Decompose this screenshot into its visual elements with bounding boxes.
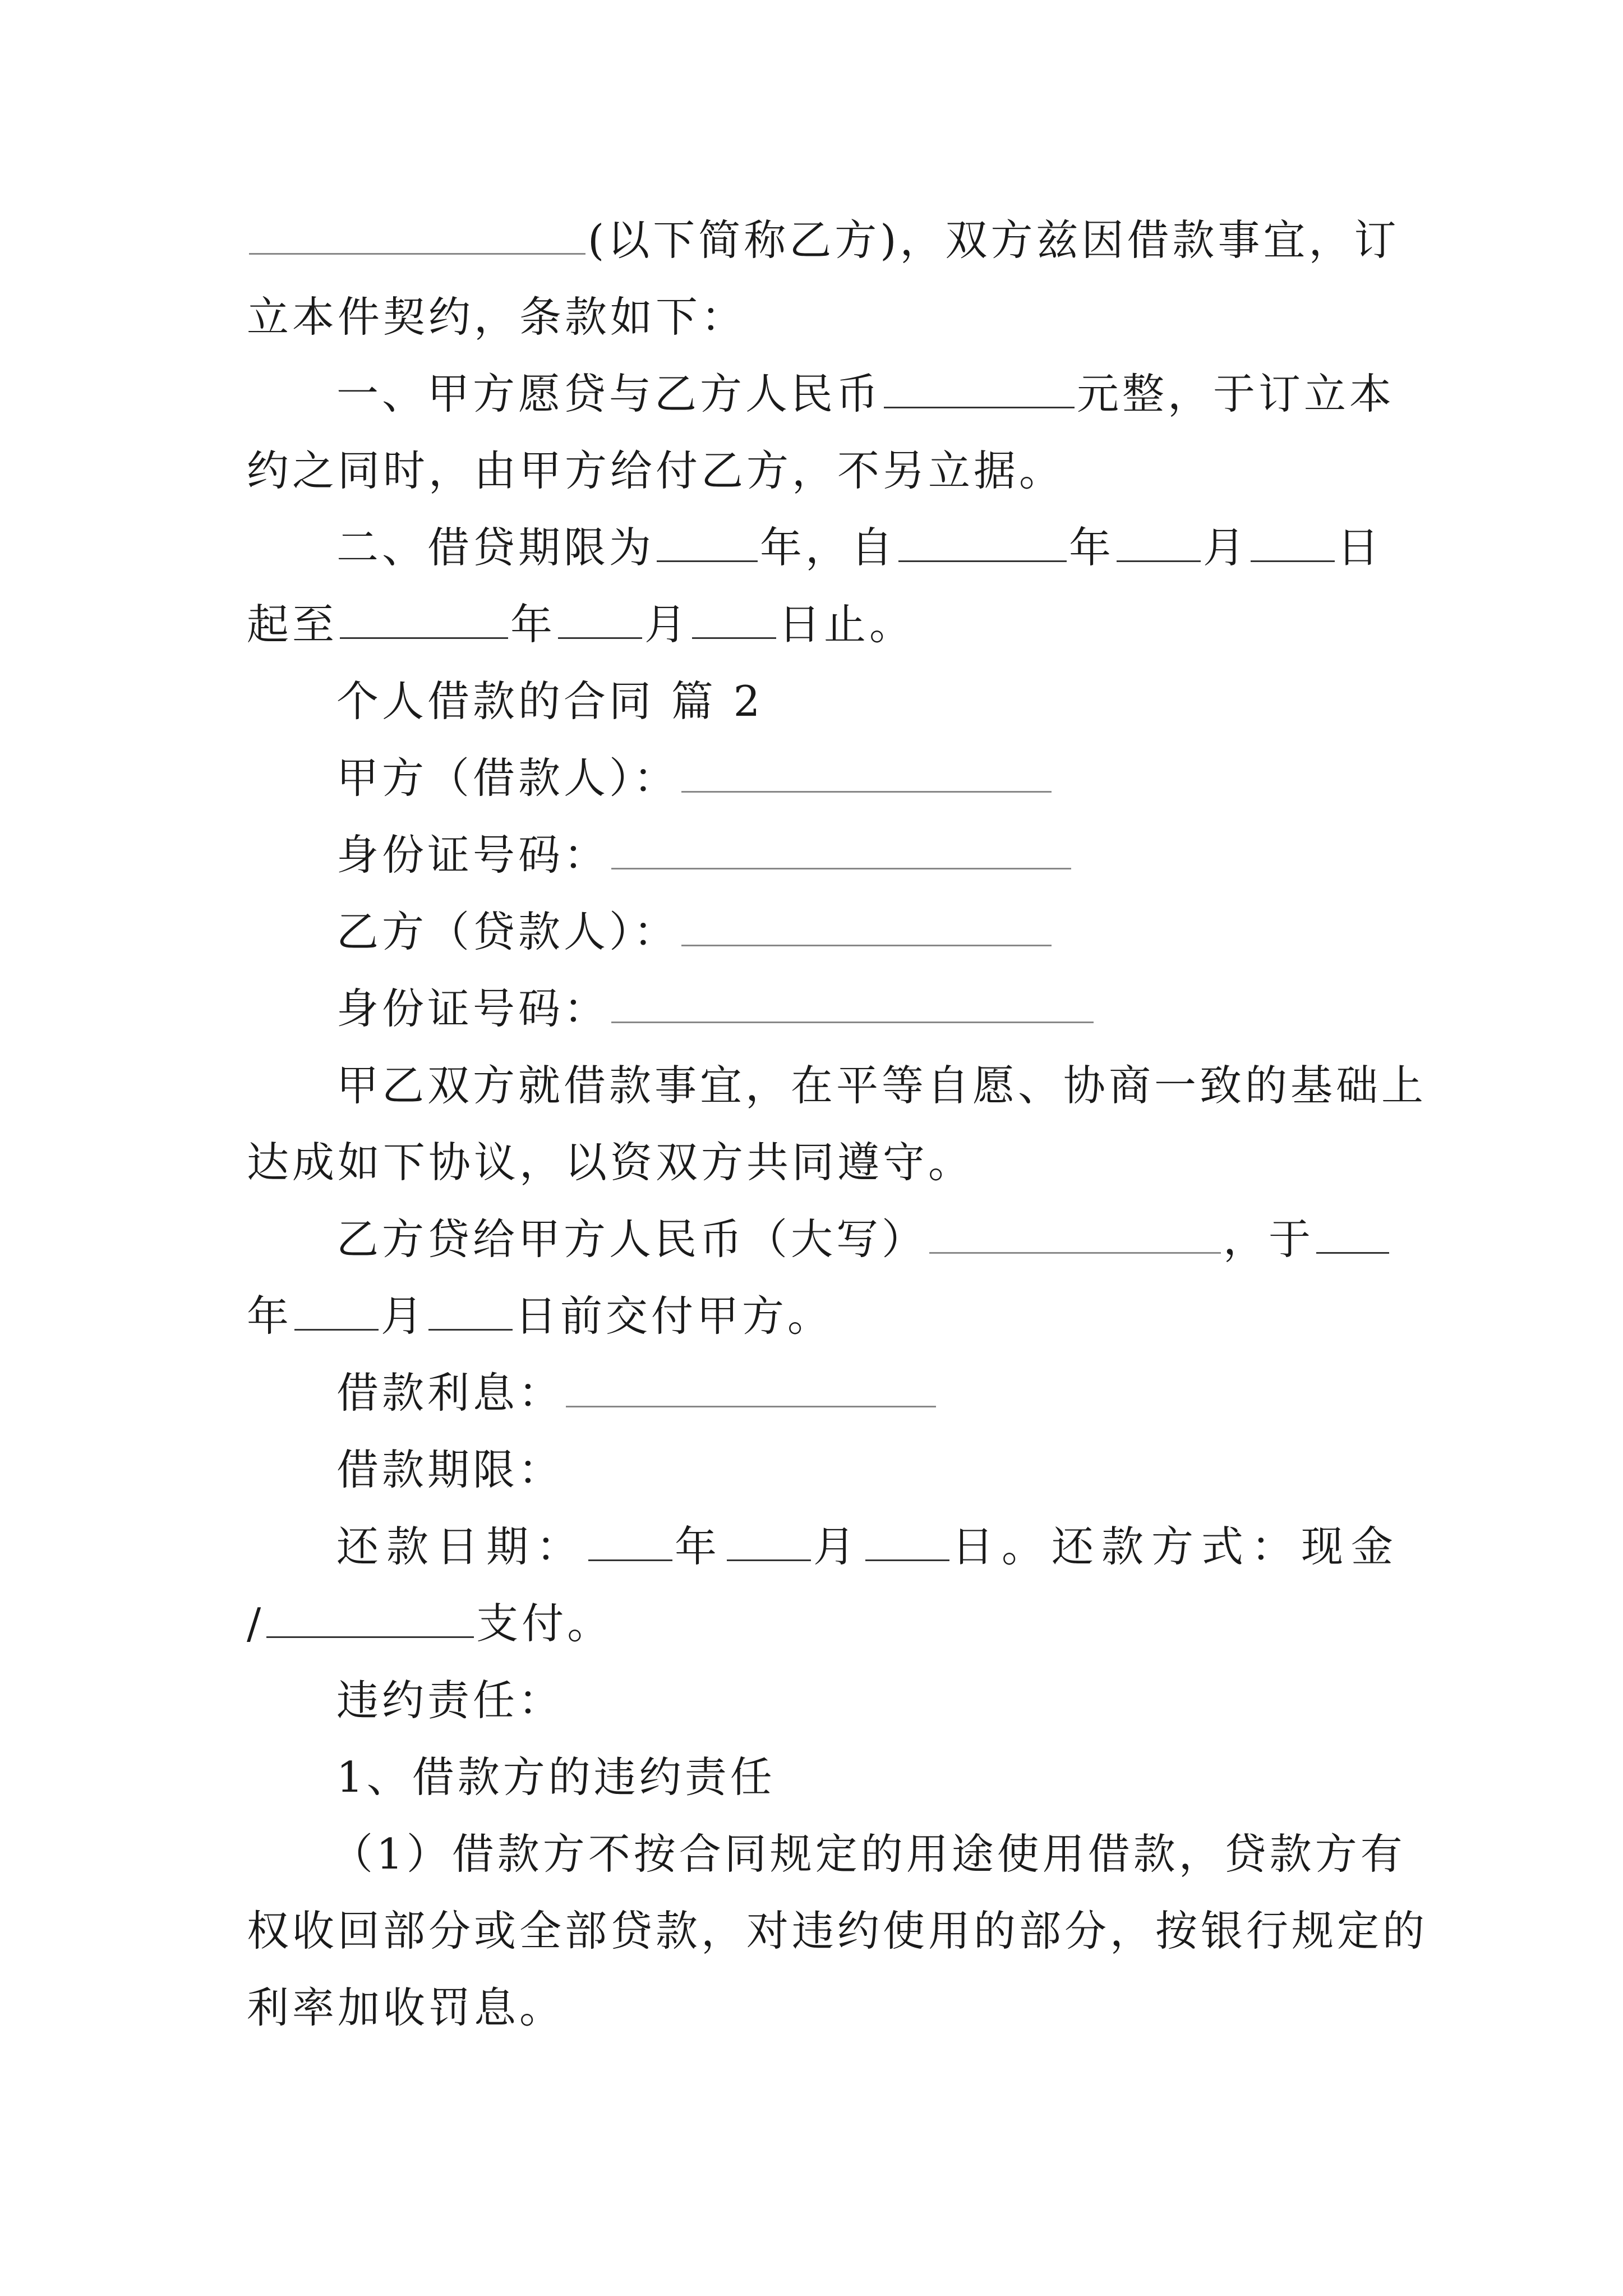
blank-line: [428, 1290, 513, 1331]
blank-line: [1251, 521, 1335, 562]
text-segment: 年: [675, 1522, 725, 1571]
text-segment: 借款利息：: [336, 1368, 564, 1418]
text-segment: 约之同时，由甲方给付乙方，不另立据。: [247, 446, 1065, 495]
text-line: [247, 894, 1391, 970]
text-segment: 月: [381, 1291, 427, 1341]
blank-line: [1316, 1213, 1389, 1254]
text-line: [247, 432, 1391, 509]
text-segment: 年，自: [760, 523, 897, 572]
text-segment: /: [247, 1599, 265, 1648]
blank-line: [611, 829, 1071, 869]
text-segment: 违约责任：: [336, 1676, 564, 1725]
text-line: [247, 1739, 1391, 1816]
text-segment: 年: [1069, 523, 1115, 572]
text-line: [247, 1970, 1391, 2046]
text-segment: 支付。: [476, 1599, 613, 1648]
blank-line: [588, 1520, 672, 1561]
text-segment: 身份证号码：: [336, 984, 610, 1033]
text-segment: 年: [247, 1291, 293, 1341]
text-segment: 1、借款方的违约责任: [336, 1752, 776, 1802]
text-segment: ，于: [1223, 1214, 1315, 1264]
text-segment: 起至: [247, 600, 338, 649]
text-line: [247, 1124, 1391, 1201]
blank-line: [611, 982, 1094, 1023]
text-line: [247, 356, 1395, 432]
text-segment: 月: [813, 1522, 864, 1571]
text-segment: 借款期限：: [336, 1445, 564, 1494]
blank-line: [1117, 521, 1201, 562]
text-segment: 一、甲方愿贷与乙方人民币: [336, 369, 882, 418]
text-line: [247, 1355, 1391, 1432]
document-page: [247, 202, 1428, 2046]
text-segment: 身份证号码：: [336, 830, 610, 880]
text-line: [247, 1432, 1391, 1508]
text-segment: 甲方（借款人）：: [336, 753, 679, 803]
blank-line: [266, 1597, 474, 1638]
blank-line: [294, 1290, 379, 1331]
text-segment: 还款日期：: [336, 1522, 587, 1571]
text-line: [247, 586, 1391, 663]
blank-line: [865, 1520, 949, 1561]
text-segment: 年: [510, 600, 556, 649]
blank-line: [566, 1366, 936, 1407]
text-segment: 乙方（贷款人）：: [336, 907, 679, 956]
text-line: [247, 509, 1391, 586]
blank-line: [558, 598, 642, 639]
text-segment: 月: [644, 600, 690, 649]
text-segment: 立本件契约，条款如下：: [247, 292, 747, 342]
blank-line: [249, 214, 585, 255]
text-line: [247, 970, 1391, 1047]
text-segment: 日: [1337, 523, 1383, 572]
section-heading: [247, 663, 1391, 740]
text-line: [247, 1662, 1391, 1739]
blank-line: [340, 598, 508, 639]
text-segment: （1）借款方不按合同规定的用途使用借款，贷款方有: [331, 1829, 1406, 1879]
text-segment: 乙方贷给甲方人民币（大写）: [336, 1214, 928, 1264]
blank-line: [681, 752, 1052, 793]
blank-line: [884, 367, 1075, 408]
blank-line: [692, 598, 776, 639]
text-line: [247, 1816, 1406, 1893]
text-line: [247, 1278, 1391, 1355]
text-line: [247, 1893, 1428, 1970]
blank-line: [681, 905, 1052, 946]
text-segment: 元整，于订立本: [1077, 369, 1395, 418]
text-segment: 利率加收罚息。: [247, 1983, 565, 2032]
text-line: [247, 740, 1391, 817]
text-segment: 日止。: [778, 600, 915, 649]
text-line: [247, 1201, 1391, 1278]
text-segment: 权收回部分或全部贷款，对违约使用的部分，按银行规定的: [247, 1906, 1428, 1955]
blank-line: [929, 1213, 1221, 1254]
text-segment: 日前交付甲方。: [515, 1291, 833, 1341]
text-segment: 月: [1203, 523, 1249, 572]
text-line: [247, 817, 1391, 894]
text-segment: 甲乙双方就借款事宜，在平等自愿、协商一致的基础上: [336, 1061, 1427, 1110]
blank-line: [898, 521, 1067, 562]
text-segment: 二、借贷期限为: [336, 523, 655, 572]
text-line: [247, 202, 1400, 279]
text-line: [247, 279, 1391, 356]
text-line: [247, 1508, 1401, 1585]
text-line: [247, 1047, 1427, 1124]
text-line: [247, 1585, 1391, 1662]
blank-line: [657, 521, 758, 562]
text-segment: 日。还款方式：现金: [952, 1522, 1401, 1571]
blank-line: [727, 1520, 811, 1561]
text-segment: 达成如下协议，以资双方共同遵守。: [247, 1138, 974, 1187]
text-segment: (以下简称乙方)，双方兹因借款事宜，订: [588, 215, 1400, 265]
text-segment: 个人借款的合同 篇 2: [336, 677, 764, 726]
